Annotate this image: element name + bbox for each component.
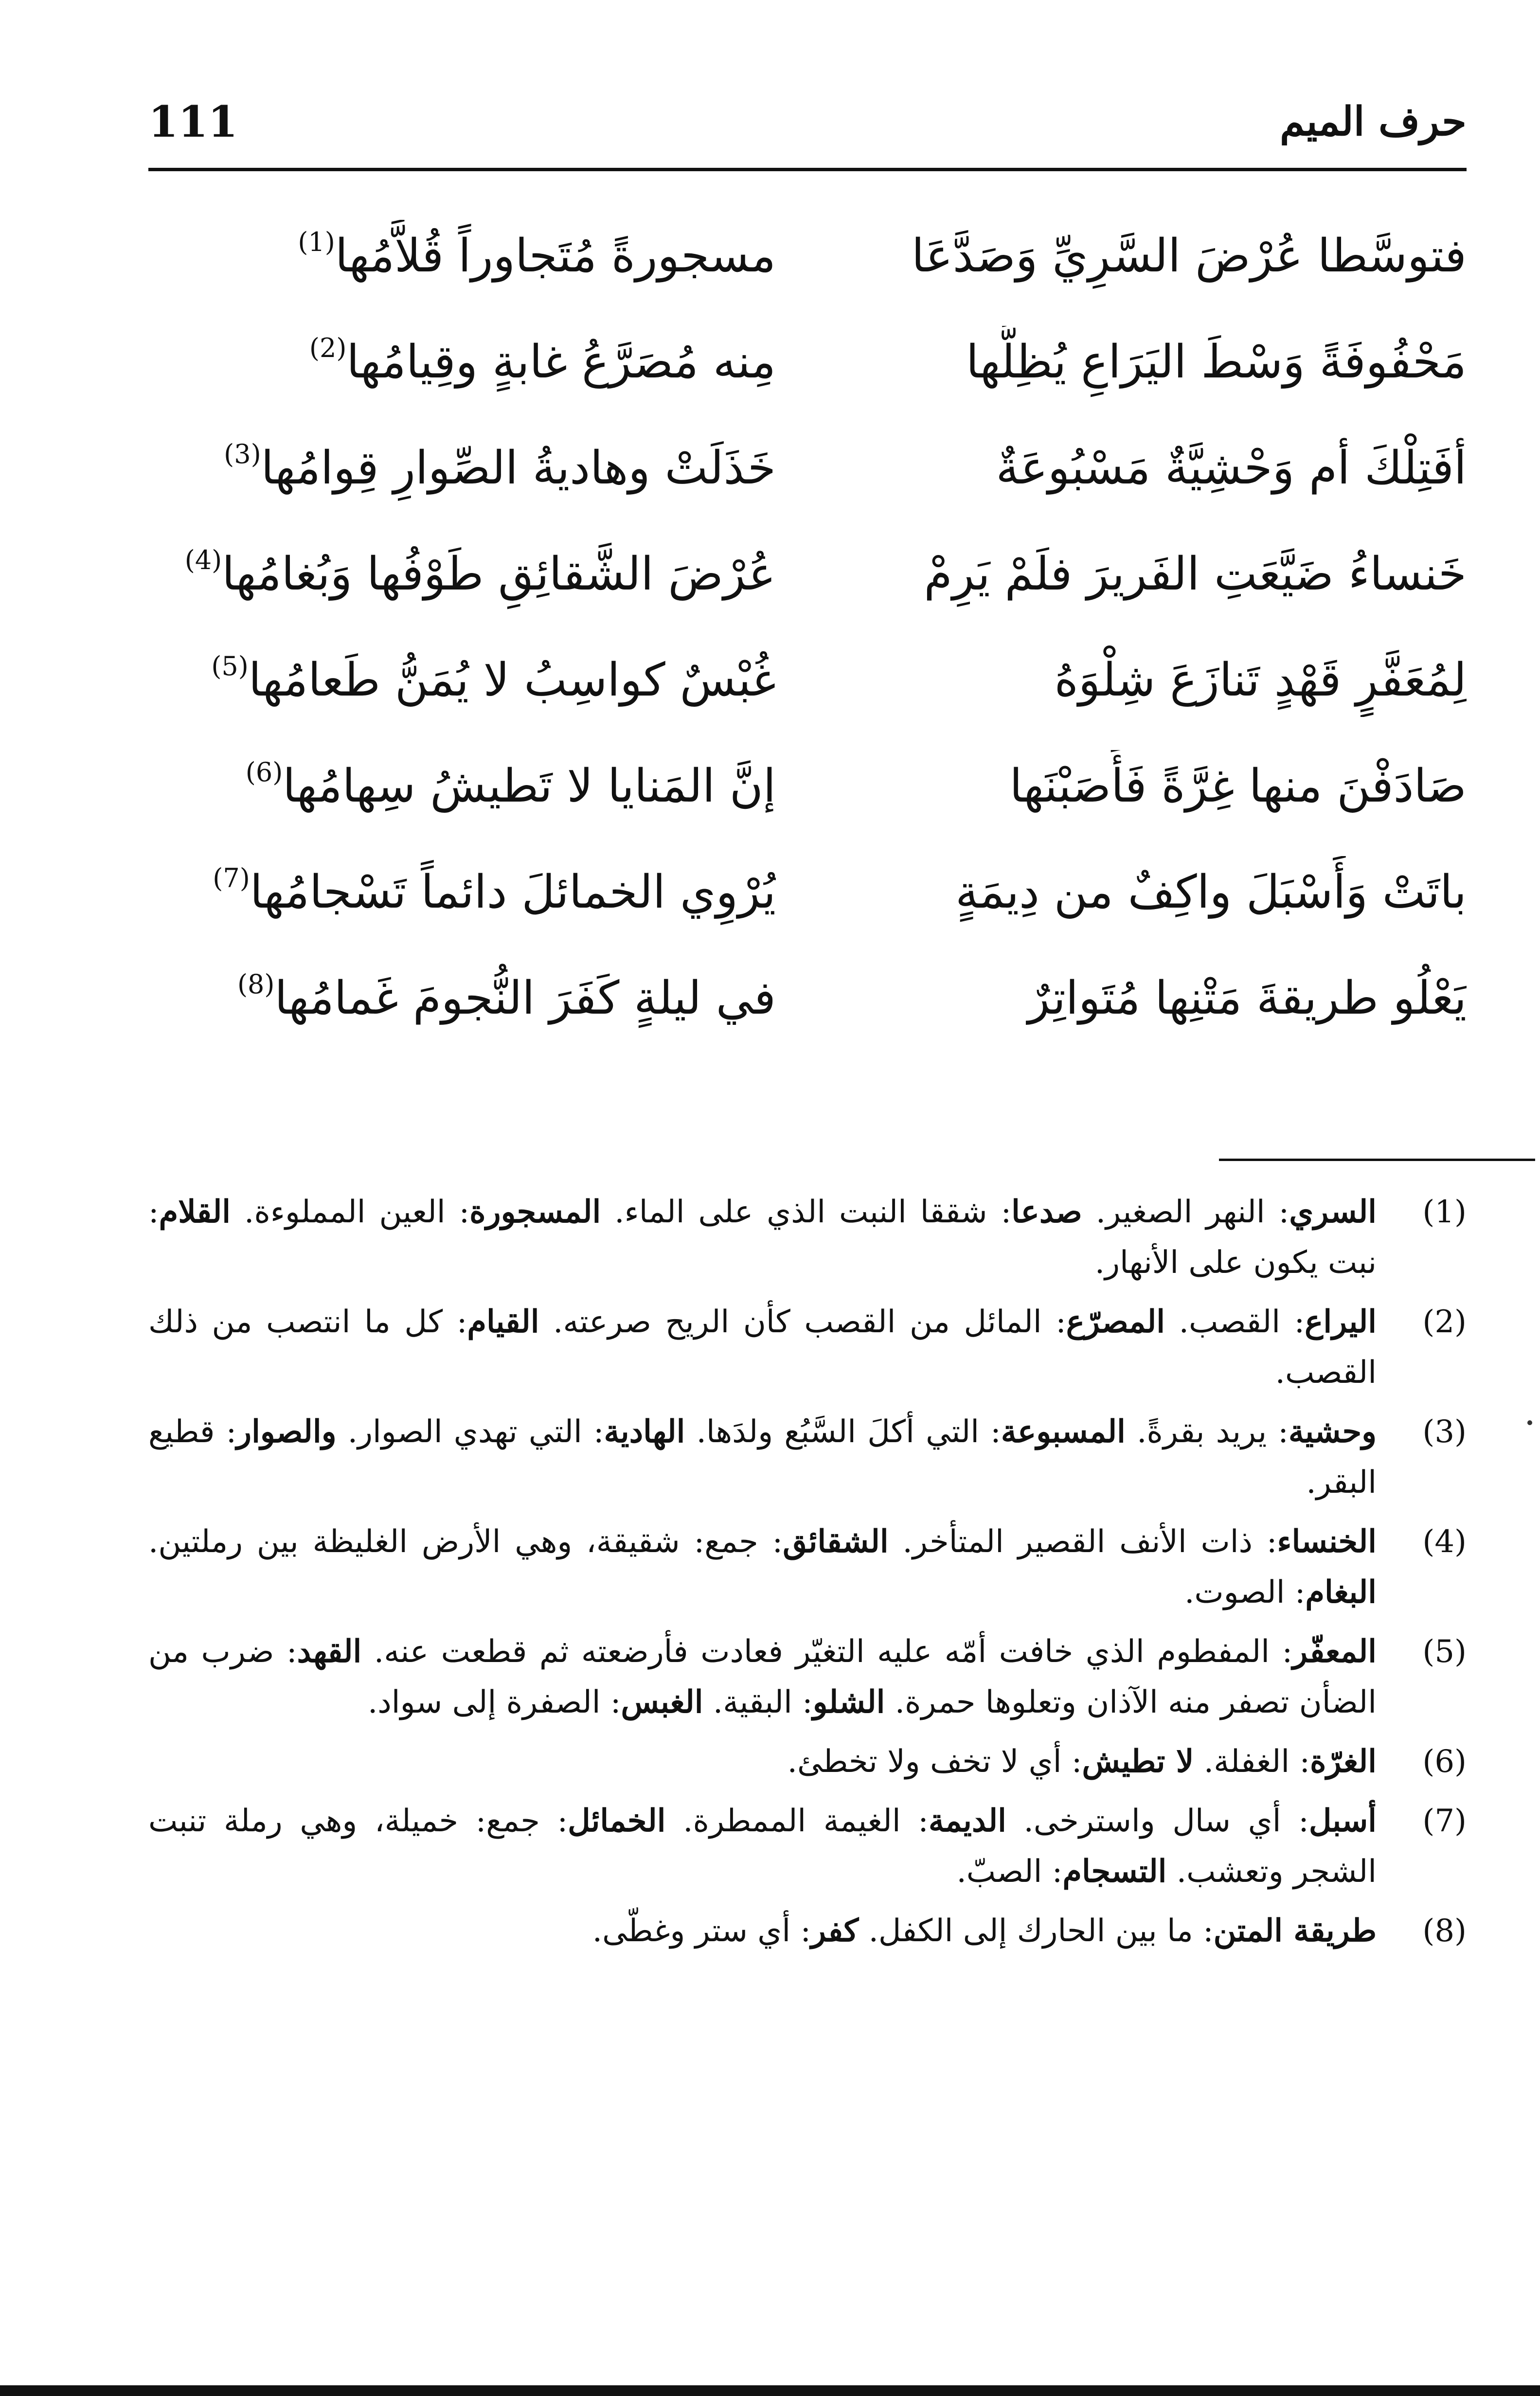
verse-line [148, 845, 1467, 948]
footnote-gloss: : النهر الصغير. [1082, 1194, 1289, 1230]
footnote-gloss: : الصوت. [1184, 1574, 1306, 1610]
footnote-term: أسبل [1308, 1803, 1377, 1839]
verse-line [148, 527, 1467, 629]
footnote-term: البغام [1305, 1574, 1377, 1610]
footnote-term: صدعا [1011, 1194, 1082, 1230]
footnote-gloss: : ذات الأنف القصير المتأخر. [888, 1524, 1277, 1560]
footnote-term: الخمائل [568, 1803, 666, 1839]
footnote-term: الخنساء [1277, 1523, 1377, 1560]
footnote-gloss: : أي لا تخف ولا تخطئ. [787, 1744, 1082, 1780]
footnote-term: طريقة المتن [1213, 1913, 1377, 1949]
first-hemistich: يَعْلُو طريقةَ مَتْنِها مُتَواتِرٌ [1027, 972, 1467, 1025]
footnote-term: الهادية [604, 1413, 685, 1450]
second-hemistich-text: يُرْوِي الخمائلَ دائماً تَسْجامُها [250, 866, 776, 919]
footnote [148, 1187, 1467, 1288]
second-hemistich [148, 644, 776, 717]
footnote-term: الغبس [621, 1684, 703, 1720]
second-hemistich-text: خَذَلَتْ وهاديةُ الصِّوارِ قِوامُها [261, 442, 776, 495]
footnote-gloss: : ما بين الحارك إلى الكفل. [859, 1913, 1214, 1949]
verse-line [148, 209, 1467, 311]
footnote-term: القلام [159, 1194, 231, 1230]
footnote-gloss: : نبت يكون على الأنهار. [148, 1194, 1377, 1281]
footnote-gloss: : قطيع البقر. [148, 1414, 1377, 1501]
scan-speck [1527, 1420, 1532, 1425]
verse-line [148, 315, 1467, 417]
page-header [148, 83, 1467, 156]
footnote-gloss: : كل ما انتصب من ذلك القصب. [148, 1304, 1377, 1391]
footnote-term: المسبوعة [1001, 1413, 1126, 1450]
footnote-reference: (3) [224, 439, 261, 469]
footnote-term: اليراع [1305, 1304, 1377, 1340]
footnote-term: كفر [811, 1913, 859, 1949]
footnote-gloss: : التي أكلَ السَّبُع ولدَها. [685, 1414, 1001, 1450]
footnote-gloss: : جمع: شقيقة، وهي الأرض الغليظة بين رملتين. [148, 1524, 783, 1560]
first-hemistich: صَادَفْنَ منها غِرَّةً فَأَصَبْنَها [1009, 760, 1467, 813]
footnote-term: وحشية [1288, 1413, 1377, 1450]
footnote-gloss: : شققا النبت الذي على الماء. [601, 1194, 1012, 1230]
footnote-gloss: : ضرب من الضأن تصفر منه الآذان وتعلوها حمرة. [148, 1634, 1377, 1720]
footnote-number: (5) [1422, 1634, 1467, 1670]
footnote-gloss: : الغفلة. [1194, 1744, 1310, 1780]
first-hemistich: لِمُعَفَّرٍ قَهْدٍ تَنازَعَ شِلْوَهُ [1054, 654, 1467, 707]
footnote-term: المعفّر [1292, 1633, 1377, 1670]
page-number: 111 [148, 96, 238, 147]
footnote-term: السري [1289, 1194, 1377, 1230]
footnote-reference: (8) [237, 969, 275, 1000]
second-hemistich [148, 962, 776, 1035]
footnote-gloss: : أي سال واسترخى. [1006, 1803, 1309, 1839]
poem-verses [148, 209, 1467, 1090]
footnote-gloss: : القصب. [1165, 1304, 1305, 1340]
second-hemistich [148, 220, 776, 293]
second-hemistich [148, 326, 776, 399]
footnote-gloss: : التي تهدي الصوار. [336, 1414, 604, 1450]
second-hemistich [148, 538, 776, 611]
first-hemistich: خَنساءُ ضَيَّعَتِ الفَريرَ فلَمْ يَرِمْ [924, 548, 1467, 601]
footnote-term: الشلو [812, 1684, 885, 1720]
footnote-number: (8) [1422, 1913, 1467, 1949]
running-title: حرف الميم [1280, 98, 1467, 145]
footnote-gloss: : يريد بقرةً. [1125, 1414, 1289, 1450]
second-hemistich-text: مسجورةً مُتَجاوراً قُلاَّمُها [335, 230, 776, 283]
footnote-term: والصوار [236, 1413, 337, 1450]
first-hemistich: مَحْفُوفَةً وَسْطَ اليَرَاعِ يُظِلُّها [966, 336, 1467, 389]
verse-line [148, 633, 1467, 735]
footnote-gloss: : العين المملوءة. [231, 1194, 470, 1230]
footnote-number: (1) [1422, 1194, 1467, 1230]
footnote [148, 1517, 1467, 1618]
second-hemistich [148, 750, 776, 823]
second-hemistich-text: عُرْضَ الشَّقائِقِ طَوْفُها وَبُغامُها [222, 548, 776, 601]
footnote-gloss: : أي ستر وغطّى. [592, 1913, 811, 1949]
verse-line [148, 421, 1467, 523]
footnote-term: الغرّة [1310, 1743, 1377, 1780]
footnote-number: (7) [1422, 1803, 1467, 1839]
footnote-reference: (6) [245, 757, 283, 787]
footnote-gloss: : الصبّ. [956, 1854, 1063, 1890]
footnote-term: التسجام [1062, 1853, 1167, 1890]
header-rule [148, 168, 1467, 171]
verse-line [148, 739, 1467, 841]
second-hemistich-text: في ليلةٍ كَفَرَ النُّجومَ غَمامُها [274, 972, 776, 1025]
scan-bottom-edge [0, 2385, 1540, 2396]
footnote [148, 1736, 1467, 1787]
footnote-term: القيام [467, 1304, 539, 1340]
second-hemistich-text: مِنه مُصَرَّعُ غابةٍ وقِيامُها [346, 336, 776, 389]
second-hemistich-text: غُبْسٌ كواسِبُ لا يُمَنُّ طَعامُها [248, 654, 776, 707]
verse-line [148, 951, 1467, 1054]
footnote-gloss: : البقية. [703, 1684, 813, 1720]
footnote-term: المصرّع [1066, 1304, 1165, 1340]
footnotes [148, 1187, 1467, 2257]
second-hemistich [148, 856, 776, 929]
footnote-reference: (7) [213, 863, 250, 894]
footnote-reference: (2) [309, 333, 347, 363]
footnote-gloss: : المفطوم الذي خافت أمّه عليه التغيّر فعادت فأرضعته ثم قطعت عنه. [361, 1634, 1293, 1670]
first-hemistich: باتَتْ وَأَسْبَلَ واكِفٌ من دِيمَةٍ [955, 866, 1467, 919]
footnote-reference: (5) [211, 651, 249, 681]
footnote-reference: (1) [298, 227, 335, 257]
footnote-gloss: : جمع: خميلة، وهي رملة تنبت الشجر وتعشب. [148, 1803, 1377, 1890]
footnote-term: المسجورة [469, 1194, 601, 1230]
footnote-term: لا تطيش [1082, 1743, 1194, 1780]
first-hemistich: أفَتِلْكَ أم وَحْشِيَّةٌ مَسْبُوعَةٌ [996, 442, 1467, 495]
footnote-number: (2) [1422, 1304, 1467, 1340]
footnote-gloss: : الغيمة الممطرة. [665, 1803, 929, 1839]
footnote-number: (6) [1422, 1744, 1467, 1780]
footnote [148, 1796, 1467, 1897]
footnote-term: القهد [297, 1633, 362, 1670]
footnote [148, 1407, 1467, 1508]
footnote [148, 1627, 1467, 1728]
footnote [148, 1906, 1467, 1956]
footnote-gloss: : الصفرة إلى سواد. [367, 1684, 621, 1720]
footnote-reference: (4) [184, 545, 222, 575]
footnote-number: (4) [1422, 1524, 1467, 1560]
footnote-term: الديمة [928, 1803, 1006, 1839]
second-hemistich [148, 432, 776, 505]
footnote-separator [1219, 1159, 1535, 1161]
footnote-gloss: : المائل من القصب كأن الريح صرعته. [539, 1304, 1066, 1340]
second-hemistich-text: إنَّ المَنايا لا تَطيشُ سِهامُها [283, 760, 776, 813]
footnote [148, 1297, 1467, 1398]
footnote-term: الشقائق [783, 1523, 889, 1560]
first-hemistich: فتوسَّطا عُرْضَ السَّرِيِّ وَصَدَّعَا [912, 230, 1467, 283]
footnote-number: (3) [1422, 1414, 1467, 1450]
